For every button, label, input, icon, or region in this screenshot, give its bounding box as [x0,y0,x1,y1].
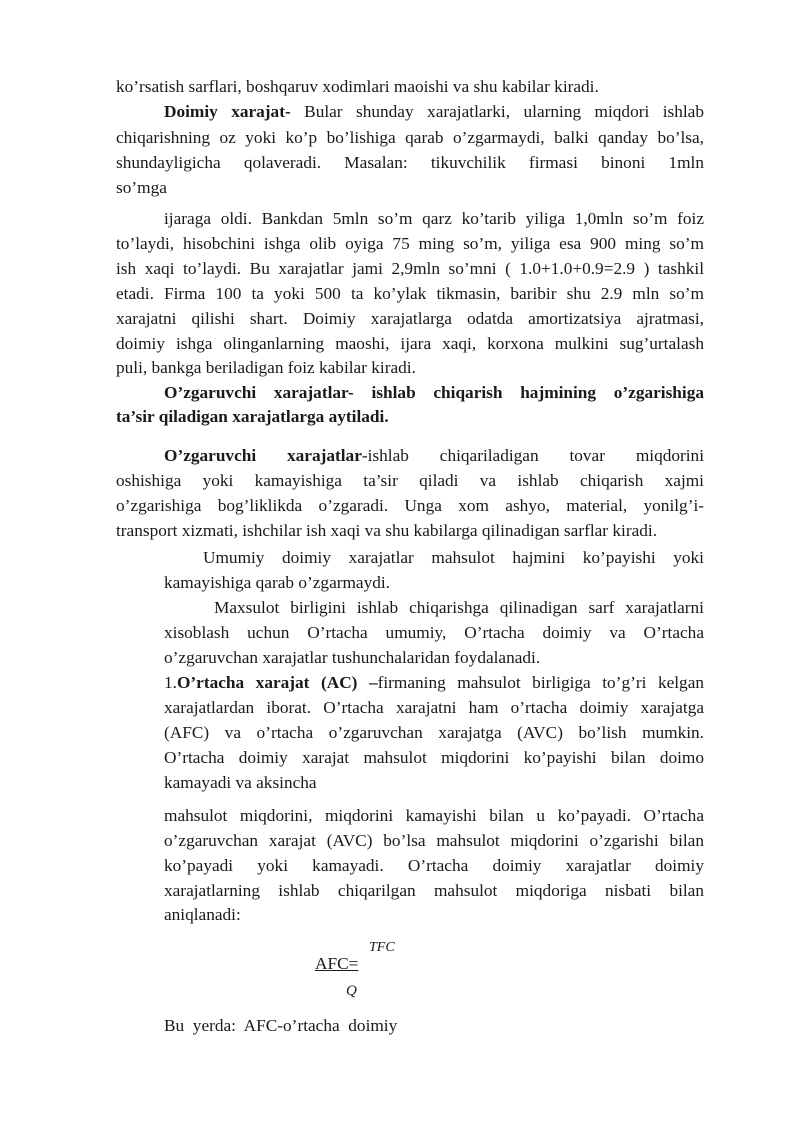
paragraph-line: to’laydi, hisobchini ishga olib oyiga 75 ming so’m, yiliga esa 900 ming so’m [116,234,704,253]
paragraph-line: xarajatlarning ishlab chiqarilgan mahsulot miqdoriga nisbati bilan [164,881,704,900]
term-ortacha-xarajat: O’rtacha xarajat (AC) – [176,673,378,692]
paragraph-line: doimiy ishga olinganlarning maoshi, ijara xaqi, korxona mulkini sug’urtalash [116,334,704,353]
paragraph-line: kamayadi va aksincha [164,773,317,792]
paragraph-line: kamayishiga qarab o’zgarmaydi. [164,573,391,592]
paragraph-line: ijaraga oldi. Bankdan 5mln so’m qarz ko’tarib yiliga 1,0mln so’m foiz [164,209,704,228]
paragraph-text: Bular shunday xarajatlarki, ularning miqdori ishlab [290,102,704,121]
paragraph-line: ko’rsatish sarflari, boshqaruv xodimlari maoishi va shu kabilar kiradi. [116,77,599,96]
paragraph-line: puli, bankga beriladigan foiz kabilar kiradi. [116,358,416,377]
paragraph-line: xarajatlardan iborat. O’rtacha xarajatni ham o’rtacha doimiy xarajatga [164,698,704,717]
paragraph-line: shundayligicha qolaveradi. Masalan: tikuvchilik firmasi binoni 1mln [116,153,704,172]
paragraph-line [164,671,704,695]
paragraph-line: (AFC) va o’rtacha o’zgaruvchan xarajatga (AVC) bo’lish mumkin. [164,723,704,742]
paragraph-line: ko’payadi yoki kamayadi. O’rtacha doimiy xarajatlar doimiy [164,856,704,875]
paragraph-text: -ishlab chiqariladigan tovar miqdorini [361,446,705,465]
paragraph-line: Maxsulot birligini ishlab chiqarishga qilinadigan sarf xarajatlarni [214,598,704,617]
formula-denominator: Q [346,983,357,999]
paragraph-line: o’zgarishiga bog’liklikda o’zgaradi. Unga xom ashyo, material, yonilg’i- [116,496,704,515]
paragraph-line: mahsulot miqdorini, miqdorini kamayishi bilan u ko’payadi. O’rtacha [164,806,704,825]
term-doimiy-xarajat: Doimiy xarajat- [164,102,291,121]
paragraph-line: o’zgaruvchan xarajat (AVC) bo’lsa mahsulot miqdorini o’zgarishi bilan [164,831,704,850]
formula-lhs: AFC= [315,954,359,973]
paragraph-line: xarajatni qilishi shart. Doimiy xarajatlarga odatda amortizatsiya ajratmasi, [116,309,704,328]
list-number: 1. [164,673,177,692]
paragraph-line [164,444,704,468]
paragraph-line [164,100,704,124]
paragraph-line: etadi. Firma 100 ta yoki 500 ta ko’ylak tikmasin, baribir shu 2.9 mln so’m [116,284,704,303]
paragraph-line: Umumiy doimiy xarajatlar mahsulot hajmini ko’payishi yoki [203,548,704,567]
formula-numerator: TFC [369,940,395,955]
paragraph-line: so’mga [116,178,167,197]
paragraph-line: transport xizmati, ishchilar ish xaqi va shu kabilarga qilinadigan sarflar kiradi. [116,521,658,540]
paragraph-line: Bu yerda: AFC-o’rtacha doimiy [164,1016,398,1035]
term-ozgaruvchi-xarajatlar: O’zgaruvchi xarajatlar [164,446,362,465]
paragraph-line: chiqarishning oz yoki ko’p bo’lishiga qarab o’zgarmaydi, balki qanday bo’lsa, [116,128,704,147]
paragraph-line: ish xaqi to’laydi. Bu xarajatlar jami 2,9mln so’mni ( 1.0+1.0+0.9=2.9 ) tashkil [116,259,704,278]
paragraph-line: xisoblash uchun O’rtacha umumiy, O’rtacha doimiy va O’rtacha [164,623,704,642]
paragraph-line: oshishiga yoki kamayishiga ta’sir qiladi va ishlab chiqarish xajmi [116,471,704,490]
heading-ozgaruvchi-xarajatlar-cont: ta’sir qiladigan xarajatlarga aytiladi. [116,407,389,426]
heading-ozgaruvchi-xarajatlar: O’zgaruvchi xarajatlar- ishlab chiqarish hajmining o’zgarishiga [164,383,704,402]
paragraph-line: O’rtacha doimiy xarajat mahsulot miqdorini ko’payishi bilan doimo [164,748,704,767]
paragraph-line: o’zgaruvchan xarajatlar tushunchalaridan foydalanadi. [164,648,541,667]
paragraph-line: aniqlanadi: [164,905,241,924]
paragraph-text: firmaning mahsulot birligiga to’g’ri kelgan [377,673,705,692]
